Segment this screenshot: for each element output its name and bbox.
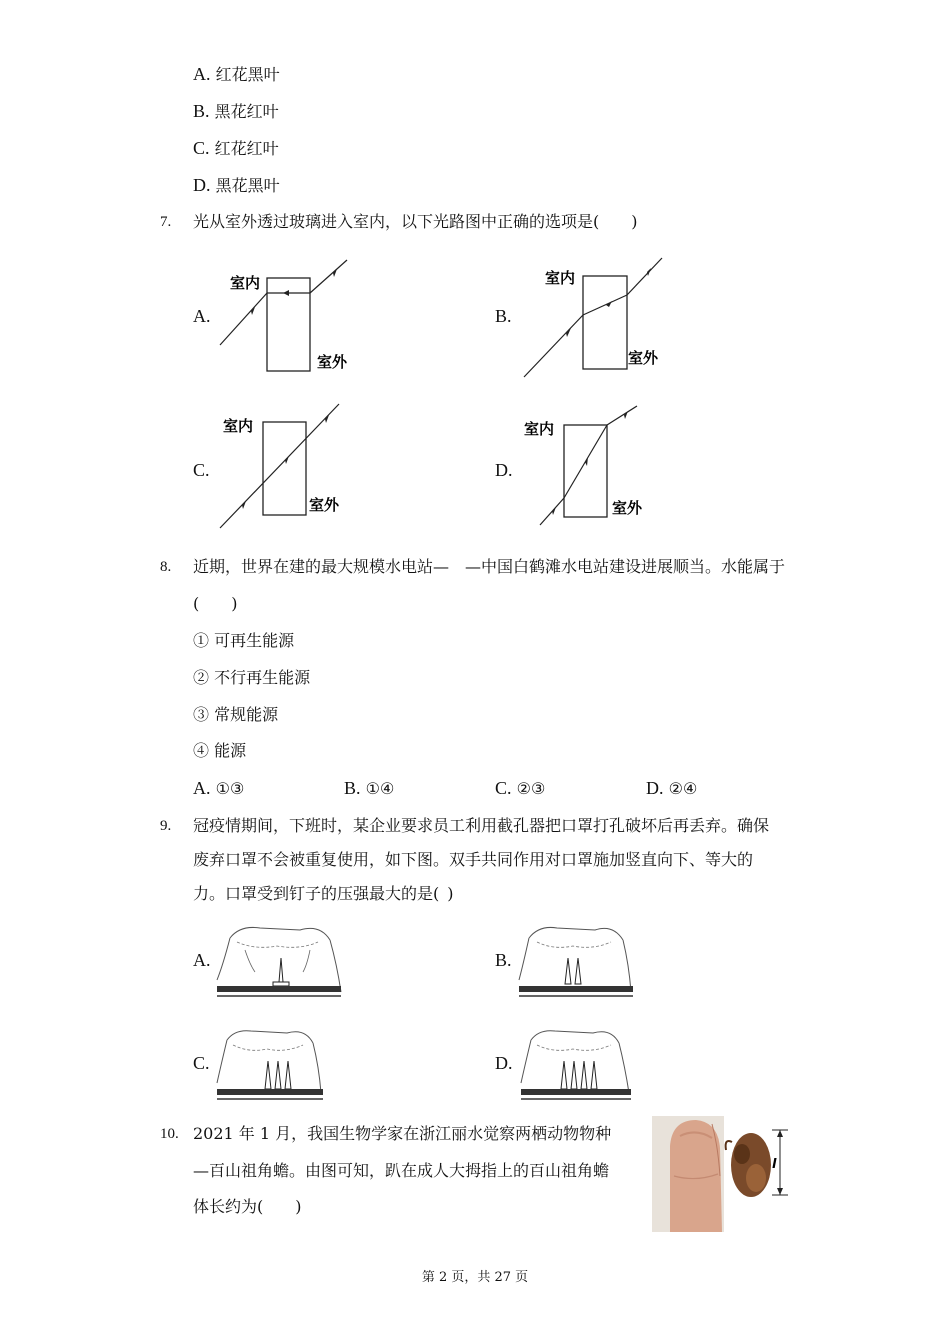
- q9-stem-line2: 废弃口罩不会被重复使用，如下图。双手共同作用对口罩施加竖直向下、等大的: [193, 850, 754, 869]
- q7-option-c-label: C.: [193, 460, 210, 480]
- q10-number: 10.: [160, 1126, 179, 1142]
- q7-a-outdoor-label: 室外: [317, 353, 348, 371]
- q7-figure-a: [215, 255, 355, 380]
- q8-option-a: A. ①③: [193, 778, 245, 798]
- q7-d-indoor-label: 室内: [524, 420, 555, 438]
- q9-number: 9.: [160, 818, 172, 834]
- q8-item-2: ② 不行再生能源: [193, 668, 311, 687]
- q10-stem-line1: 2021 年 1 月，我国生物学家在浙江丽水觉察两栖动物物种: [193, 1124, 612, 1143]
- q7-b-indoor-label: 室内: [545, 269, 576, 287]
- q6-option-b: B. 黑花红叶: [193, 101, 279, 121]
- q7-number: 7.: [160, 214, 172, 230]
- q7-c-indoor-label: 室内: [223, 417, 254, 435]
- q6-option-c: C. 红花红叶: [193, 138, 279, 158]
- q7-figure-c: [215, 400, 355, 530]
- q10-stem-line2: —百山祖角蟾。由图可知，趴在成人大拇指上的百山祖角蟾: [193, 1161, 610, 1180]
- q7-option-a-label: A.: [193, 306, 211, 326]
- q9-figure-c: [215, 1025, 325, 1105]
- q9-stem-line1: 冠疫情期间，下班时，某企业要求员工利用截孔器把口罩打孔破坏后再丢弃。确保: [193, 816, 770, 835]
- q8-option-d: D. ②④: [646, 778, 698, 798]
- q8-option-c: C. ②③: [495, 778, 546, 798]
- q10-stem-line3: 体长约为( ): [193, 1197, 302, 1216]
- q8-option-b: B. ①④: [344, 778, 395, 798]
- q7-option-b-label: B.: [495, 306, 512, 326]
- q9-stem-line3: 力。口罩受到钉子的压强最大的是( ): [193, 884, 454, 903]
- q8-stem-line2: ( ): [193, 594, 238, 613]
- q8-item-4: ④ 能源: [193, 741, 247, 760]
- q8-stem-line1: 近期，世界在建的最大规模水电站— —中国白鹤滩水电站建设进展顺当。水能属于: [193, 557, 786, 576]
- q9-option-c-label: C.: [193, 1053, 210, 1073]
- q9-option-b-label: B.: [495, 950, 512, 970]
- q7-a-indoor-label: 室内: [230, 274, 261, 292]
- q9-option-a-label: A.: [193, 950, 211, 970]
- q6-option-a: A. 红花黑叶: [193, 64, 280, 84]
- q7-stem: 光从室外透过玻璃进入室内，以下光路图中正确的选项是( ): [193, 212, 638, 231]
- q7-figure-b: [520, 255, 670, 380]
- q10-length-label: l: [772, 1157, 777, 1172]
- q8-item-1: ① 可再生能源: [193, 631, 295, 650]
- q7-d-outdoor-label: 室外: [612, 499, 643, 517]
- q9-figure-b: [517, 920, 635, 1002]
- q6-option-d: D. 黑花黑叶: [193, 175, 280, 195]
- q9-option-d-label: D.: [495, 1053, 513, 1073]
- q7-b-outdoor-label: 室外: [628, 349, 659, 367]
- q7-figure-d: [520, 400, 660, 530]
- page-footer: 第 2 页，共 27 页: [421, 1270, 529, 1285]
- q9-figure-a: [215, 920, 345, 1002]
- q8-item-3: ③ 常规能源: [193, 705, 279, 724]
- q7-c-outdoor-label: 室外: [309, 496, 340, 514]
- q10-thumb-toad-photo: [652, 1116, 792, 1232]
- q8-number: 8.: [160, 559, 172, 575]
- q9-figure-d: [519, 1025, 634, 1105]
- q7-option-d-label: D.: [495, 460, 513, 480]
